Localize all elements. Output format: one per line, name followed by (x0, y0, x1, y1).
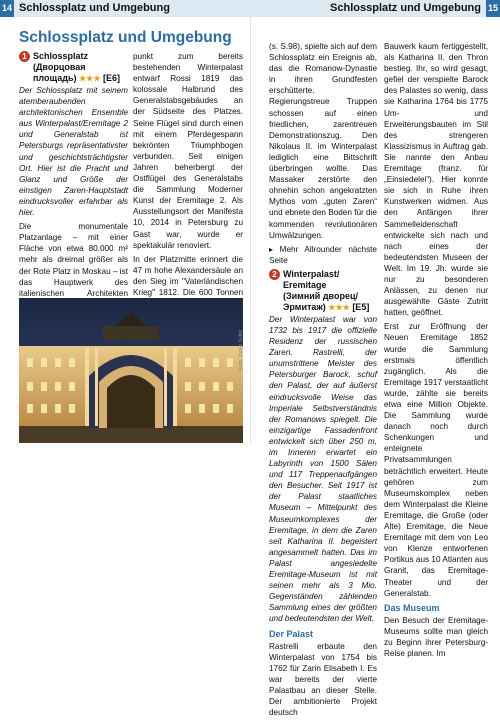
section-name: Winterpalast/ Eremitage (283, 268, 340, 290)
night-arch-illustration (19, 298, 243, 443)
photo-credit: Foto: Jonas Sutter (238, 329, 244, 370)
see-also-note: ▸ Mehr Allrounder nächste Seite (269, 244, 377, 265)
section-russian-name: (Зимний дворец/ Эрмитаж) (283, 290, 358, 312)
page-number-right: 15 (486, 0, 500, 17)
subheading-museum: Das Museum (384, 602, 440, 613)
paragraph-body: Rastrelli erbaute den Winterpalast von 1754 bis 1762 für Zarin Elisabeth I. Es war bereits der vierte Palastbau an dieser Stelle. Der ambitionierte Projekt deutsch (269, 641, 377, 718)
page-number-left: 14 (0, 0, 14, 17)
section-heading-schlossplatz (19, 51, 128, 84)
map-code: [E6] (103, 73, 121, 83)
section-russian-name: (Дворцовая площадь) (33, 62, 86, 83)
column-4 (384, 41, 488, 662)
section-title (283, 269, 377, 313)
paragraph-body: Erst zur Eröffnung der Neuen Eremitage 1852 wurde die Sammlung erstmals öffentlich zugänglich. Als die Eremitage 1917 verstaatlicht wurde, zählte sie bereits etwa eine Million Objekte. Die Sammlung wurde danach noch durch Schenkungen und enteignete Privatsammlungen beträchtlich erweitert. Heute gehören zum Museumskomplex neben dem Winterpalast die Kleine Eremitage, die Große (oder Alte) Eremitage, die Neue Eremitage mit dem von Leo von Klenze entworfenen Portikus aus 10 Atlanten aus Granit, das Eremitage-Theater und der Generalstab. (384, 322, 488, 598)
page-title: Schlossplatz und Umgebung (19, 29, 232, 46)
paragraph-body: Den Besuch der Eremitage-Museums sollte man gleich zu Beginn ihrer Petersburg-Reise planen. Im (384, 615, 488, 658)
paragraph-body: (s. S.98), spielte sich auf dem Schlossplatz ein Ereignis ab, das die Romanow-Dynastie in ihren Grundfesten erschütterte. Regierungstreue Truppen schossen auf einen friedlichen, zarentreuen Demonstrationszug. Den Nikolaus II. im Winterpalast lediglich eine Bittschrift überbringen wollte. Das Massaker zerstörte den ohnehin schon angekratzten Mythos vom „guten Zaren“ und ebnete den Boden für die kommenden revolutionären Umwälzungen. (269, 42, 377, 240)
paragraph-intro: Der Schlossplatz mit seinem atemberaubenden architektonischen Ensemble aus Winterpalast/Eremitage 2 und Generalstab ist Petersburgs repräsentativster und geschichtsträchtigster Ort. Hier ist die Pracht und Glanz und Größe der einstigen Zaren-Hauptstadt eindrucksvoller erfahrbar als hier. (19, 86, 128, 218)
rating-stars-icon: ★★★ (328, 302, 350, 312)
section-number-badge: 1 (19, 51, 30, 62)
photo-general-staff-arch (19, 298, 243, 443)
paragraph-intro: Der Winterpalast war von 1732 bis 1917 die offizielle Residenz der russischen Zaren. Rastrelli, der unumstrittene Meister des Petersburger Barock, schuf den Palast, der auf äußerst eindrucksvolle Weise das Imperiale Selbstverständnis der Romanows spiegelt. Die einzigartige Fassadenfront entwickelt sich über 250 m, im Inneren erwartet ein Labyrinth von 1500 Sälen und 117 Treppenaufgängen den Besucher. Seit 1917 ist der Palast staatliches Museum – Mittelpunkt des Museumkomplexes der Eremitage, in dem die Zaren seit Katharina II. begeistert angesammelt hatten. Das im Palast angesiedelte Eremitage-Museum ist mit seinen mehr als 3 Mio. Gegenständen zählenden Sammlung eines der größten und bedeutendsten der Welt. (269, 314, 377, 624)
column-3 (269, 41, 377, 721)
subheading-palast: Der Palast (269, 628, 314, 639)
paragraph-body: In der Platzmitte erinnert die 47 m hohe Alexandersäule an den Sieg im "Vaterländischen Krieg" 1812. Die 600 Tonnen (133, 254, 243, 297)
paragraph-body: punkt zum bereits bestehenden Winterpalast entwarf Rossi 1819 das kolossale Halbrund des Generalstabsgebäudes an der Südseite des Platzes. Seine Flügel sind durch einen mit einem Pferdegespann bekrönten Triumphbogen verbunden. Seit einigen Jahren beherbergt der Ostflügel des Generalstabs die Sammlung Moderner Kunst der Eremitage 2. Als Ausstellungsort der Manifesta 10, 2014 in Petersburg zu Gast war, wurde er spektakulär renoviert. (133, 52, 243, 250)
paragraph-body: Bauwerk kaum fertiggestellt, als Katharina II. den Thron bestieg. Ihr, so wird gesagt, gefiel der verspielte Barock des Palastes so wenig, dass sie Katharina 1764 bis 1775 Um- und Erweiterungsbauten im Stil des strengeren Klassizismus in Auftrag gab. Sie nannte den Anbau Eremitage (franz. für „Einsiedelei“). Hier konnte sie sich in Ruhe ihren Kunstwerken widmen. Aus den Anfängen ihrer Sammelleidenschaft entwickelte sich nach und nach eines der bedeutendsten Museen der Welt. Im 19. Jh. wurde sie nur zu besonderen Anlässen, zu denen nur ausgewählte Gäste Zutritt hatten, geöffnet. (384, 42, 488, 318)
map-code: [E5] (352, 301, 370, 312)
page-divider (250, 17, 251, 443)
section-name: Schlossplatz (33, 51, 89, 61)
running-head-left: Schlossplatz und Umgebung (19, 2, 170, 14)
section-title (33, 51, 128, 84)
running-head-right: Schlossplatz und Umgebung (330, 2, 481, 14)
paragraph-body: Die monumentale Platzanlage – mit einer Fläche von etwa 80.000 m² mehr als dreimal größer als der Rote Platz in Moskau – ist das Hauptwerk des italienischen Architekten (19, 222, 128, 298)
section-heading-winterpalast (269, 269, 377, 313)
rating-stars-icon: ★★★ (79, 74, 101, 83)
section-number-badge: 2 (269, 269, 280, 280)
